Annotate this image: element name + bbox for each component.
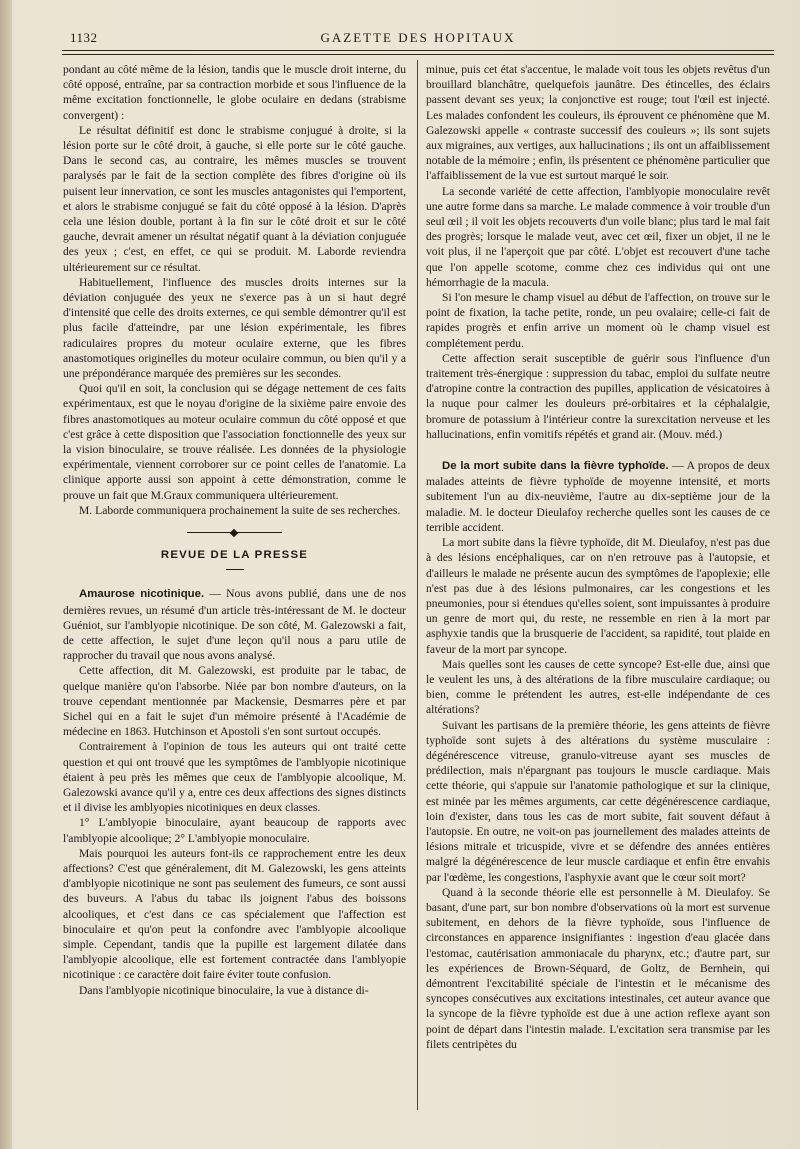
paragraph: La seconde variété de cette affection, l'amblyopie monoculaire revêt une autre forme dans sa marche. Le malade commence à voir trouble d'un seul œil ; il voit les objets recouverts d'un voile blanc; plus tard le mal fait des progrès; lorsque le malade veut, avec cet œil, fixer un objet, il ne le voit plus, il ne l'aperçoit que par côté. L'objet est recouvert d'une tache que l'on appelle scotome, comme chez ces individus qui ont une hémorrhagie de la macula. xyxy=(426,184,770,289)
left-column xyxy=(63,62,406,998)
paragraph: 1° L'amblyopie binoculaire, ayant beaucoup de rapports avec l'amblyopie alcoolique; 2° L'amblyopie monoculaire. xyxy=(63,816,406,845)
paragraph: Cette affection serait susceptible de guérir sous l'influence d'un traitement très-énergique : suppression du tabac, emploi du sulfate neutre d'atropine contre la contraction des pupilles, application de vésicatoires à la nuque pour calmer les douleurs pré-orbitaires et la céphalalgie, bromure de potassium à l'intérieur contre la surexcitation nerveuse et les hallucinations, enfin vomitifs répétés et grand air. (Mouv. méd.) xyxy=(426,351,770,441)
ornamental-separator xyxy=(187,530,282,536)
paragraph: Cette affection, dit M. Galezowski, est produite par le tabac, de quelque manière qu'on l'absorbe. Niée par bon nombre d'auteurs, on la trouve cependant mentionnée par Mackensie, Desmarres père et par Sichel qui en a fait le sujet d'un mémoire présenté à l'Académie de médecine en 1863. Hutchinson et Apostoli s'en sont surtout occupés. xyxy=(63,664,406,739)
paragraph: pondant au côté même de la lésion, tandis que le muscle droit interne, du côté opposé, entraîne, par sa contraction morbide et sous l'influence de la même excitation fonctionnelle, le globe oculaire en dedans (strabisme convergent) : xyxy=(63,63,406,122)
paragraph: Suivant les partisans de la première théorie, les gens atteints de fièvre typhoïde sont sujets à des altérations du système musculaire : dégénérescence vitreuse, granulo-vitreuse ayant ses muscles de prédilection, mais n'épargnant pas toujours le muscle cardiaque. Mais cette théorie, qui s'appuie sur l'anatomie pathologique et sur la clinique, est minée par les mêmes arguments, car cette dégénérescence cardiaque, loin d'exister, dans tous les cas de mort subite, fait souvent défaut à l'autopsie. En outre, ne voit-on pas journellement des malades atteints de lésions mitrale et tricuspide, vivre et se défendre des années entières malgré la dégénérescence de leur muscle cardiaque et enfin être envahis par l'œdème, les congestions, l'asphyxie avant que le cœur soit mort? xyxy=(426,718,770,884)
paragraph: Dans l'amblyopie nicotinique binoculaire, la vue à distance di- xyxy=(79,983,369,997)
article-paragraph: De la mort subite dans la fièvre typhoïde. — A propos de deux malades atteints de fièvre typhoïde de moyenne intensité, et morts subitement l'un au dix-neuvième, l'autre au dix-septième jour de la maladie. M. le docteur Dieulafoy recherche quelles sont les causes de ce terrible accident. xyxy=(426,459,770,534)
article-heading: Amaurose nicotinique. xyxy=(79,588,205,601)
header-rule-thin xyxy=(62,54,774,55)
page-header xyxy=(62,30,774,50)
journal-title: GAZETTE DES HOPITAUX xyxy=(320,30,516,45)
paragraph: Contrairement à l'opinion de tous les auteurs qui ont traité cette question et qui ont trouvé que les symptômes de l'amblyopie nicotinique étaient à peu près les mêmes que ceux de l'amblyopie alcoolique, M. Galezowski avance qu'il y a, entre ces deux affections des signes distincts et il divise les amblyopies nicotiniques en deux classes. xyxy=(63,740,406,815)
paragraph: Mais pourquoi les auteurs font-ils ce rapprochement entre les deux affections? C'est que généralement, dit M. Galezowski, les gens atteints d'amblyopie nicotinique ne sont pas seulement des fumeurs, ce sont aussi des buveurs. A l'abus du tabac ils joignent l'abus des boissons alcooliques, et c'est dans ce cas spécialement que l'affection est binoculaire et qu'on peut la confondre avec l'amblyopie alcoolique simple. Cependant, tandis que la pupille est largement dilatée dans l'amblyopie alcoolique, elle est fortement contractée dans l'amblyopie nicotinique : ce caractère doit faire éviter toute confusion. xyxy=(63,846,406,982)
paragraph: Le résultat définitif est donc le strabisme conjugué à droite, si la lésion porte sur le côté droit, à gauche, si elle porte sur le côté gauche. Dans le second cas, au contraire, les mêmes muscles se trouvent paralysés par le fait de la section complète des fibres d'origine où ils puisent leur innervation, ce sont les muscles antagonistes qui l'emportent, et alors le strabisme conjugué se fait du côté opposé à la lésion. D'après cela une lésion double, portant à la fin sur le côté droit et sur le côté gauche, devrait amener un résultat négatif quant à la déviation conjuguée des yeux ; c'est, en effet, ce qui se produit. M. Laborde reviendra ultérieurement sur ce résultat. xyxy=(63,123,406,274)
header-rule xyxy=(62,50,774,51)
paragraph: Quoi qu'il en soit, la conclusion qui se dégage nettement de ces faits expérimentaux, est que le noyau d'origine de la sixième paire envoie des fibres anastomotiques au moteur oculaire commun du côté opposé et que c'est grâce à cette disposition que l'association fonctionnelle des yeux sur la vision binoculaire, se trouve réalisée. Les données de la physiologie expérimentale, viennent corroborer sur ce point celles de l'anatomie. La clinique apporte aussi son appoint à cette démonstration, comme le prouve un fait que M.Graux communiquera ultérieurement. xyxy=(63,382,406,502)
paragraph: Mais quelles sont les causes de cette syncope? Est-elle due, ainsi que le veulent les uns, à des altérations de la fibre musculaire cardiaque; ou bien, comme le prétendent les autres, est-elle indépendante de ces altérations? xyxy=(426,657,770,717)
article-paragraph: Amaurose nicotinique. — Nous avons publié, dans une de nos dernières revues, un résumé d'un article très-intéressant de M. le docteur Guéniot, sur l'amblyopie nicotinique. De son côté, M. Galezowski a fait, de cette affection, le sujet d'une leçon qu'il nous a paru utile de rapprocher du travail que nous avons analysé. xyxy=(63,587,406,663)
paragraph: M. Laborde communiquera prochainement la suite de ses recherches. xyxy=(79,503,401,517)
paragraph: La mort subite dans la fièvre typhoïde, dit M. Dieulafoy, n'est pas due à des lésions encéphaliques, car on n'en retrouve pas à l'autopsie, et d'ailleurs le malade ne présente aucun des symptômes de l'apoplexie; elle n'est pas due à des lésions pulmonaires, car les congestions et les pneumonies, pour si étendues qu'elles soient, sont impuissantes à produire un genre de mort qui, du reste, ne ressemble en rien à la mort par asphyxie tandis que la brusquerie de l'accident, sa rapidité, tout plaide en faveur de la mort par syncope. xyxy=(426,536,770,656)
paragraph: Habituellement, l'influence des muscles droits internes sur la déviation conjuguée des yeux ne s'exerce pas à un si haut degré d'intensité que celle des droits externes, ce qui semble démontrer qu'il est plus facile d'atteindre, par une lésion expérimentale, les fibres radiculaires propres du moteur oculaire externe, que les fibres anastomotiques originelles du moteur oculaire commun, ou bien qu'il y a une prépondérance marquée des premières sur les secondes. xyxy=(63,275,406,381)
column-divider xyxy=(417,60,418,1110)
section-rule xyxy=(226,569,244,570)
paragraph: Si l'on mesure le champ visuel au début de l'affection, on trouve sur le point de fixation, la tache petite, ronde, un peu ovalaire; celle-ci fait de rapides progrès et enfin arrive un moment où le champ visuel est complétement perdu. xyxy=(426,291,770,350)
section-title: REVUE DE LA PRESSE xyxy=(160,549,309,562)
article-heading: De la mort subite dans la fièvre typhoïde. xyxy=(442,460,669,473)
paragraph: Quand à la seconde théorie elle est personnelle à M. Dieulafoy. Se basant, d'une part, sur bon nombre d'observations où la mort est survenue subitement, en dehors de la fièvre typhoïde, sous l'influence de circonstances en apparence insignifiantes : ingestion d'eau glacée dans l'estomac, cautérisation ammoniacale du pharynx, etc.; d'autre part, sur les expériences de Brown-Séquard, de Goltz, de Bernhein, qui démontrent l'excitabilité spéciale de l'intestin et le mécanisme des syncopes consécutives aux excitations intestinales, cet auteur avance que la syncope de la fièvre typhoïde est due à une action reflexe ayant son point de départ dans l'intestin malade. L'excitation sera transmise par les filets centripètes du xyxy=(426,885,770,1051)
right-column xyxy=(426,62,770,1052)
spacer xyxy=(426,442,770,458)
page-number: 1132 xyxy=(70,30,98,45)
paragraph: minue, puis cet état s'accentue, le malade voit tous les objets revêtus d'un brouillard blanchâtre, quelquefois jaunâtre. Des étincelles, des éclairs passent devant ses yeux; la conjonctive est rouge; tout l'œil est injecté. Les malades confondent les couleurs, ils éprouvent ce phénomène que M. Galezowski appelle « contraste successif des couleurs »; ils sont sujets aux migraines, aux vertiges, aux hallucinations ; ils ont un affaiblissement notable de la mémoire ; enfin, ils présentent ce phénomène particulier que l'affaiblissement de la vue est surtout marqué le soir. xyxy=(426,63,770,183)
page-binding-edge xyxy=(0,0,12,1149)
